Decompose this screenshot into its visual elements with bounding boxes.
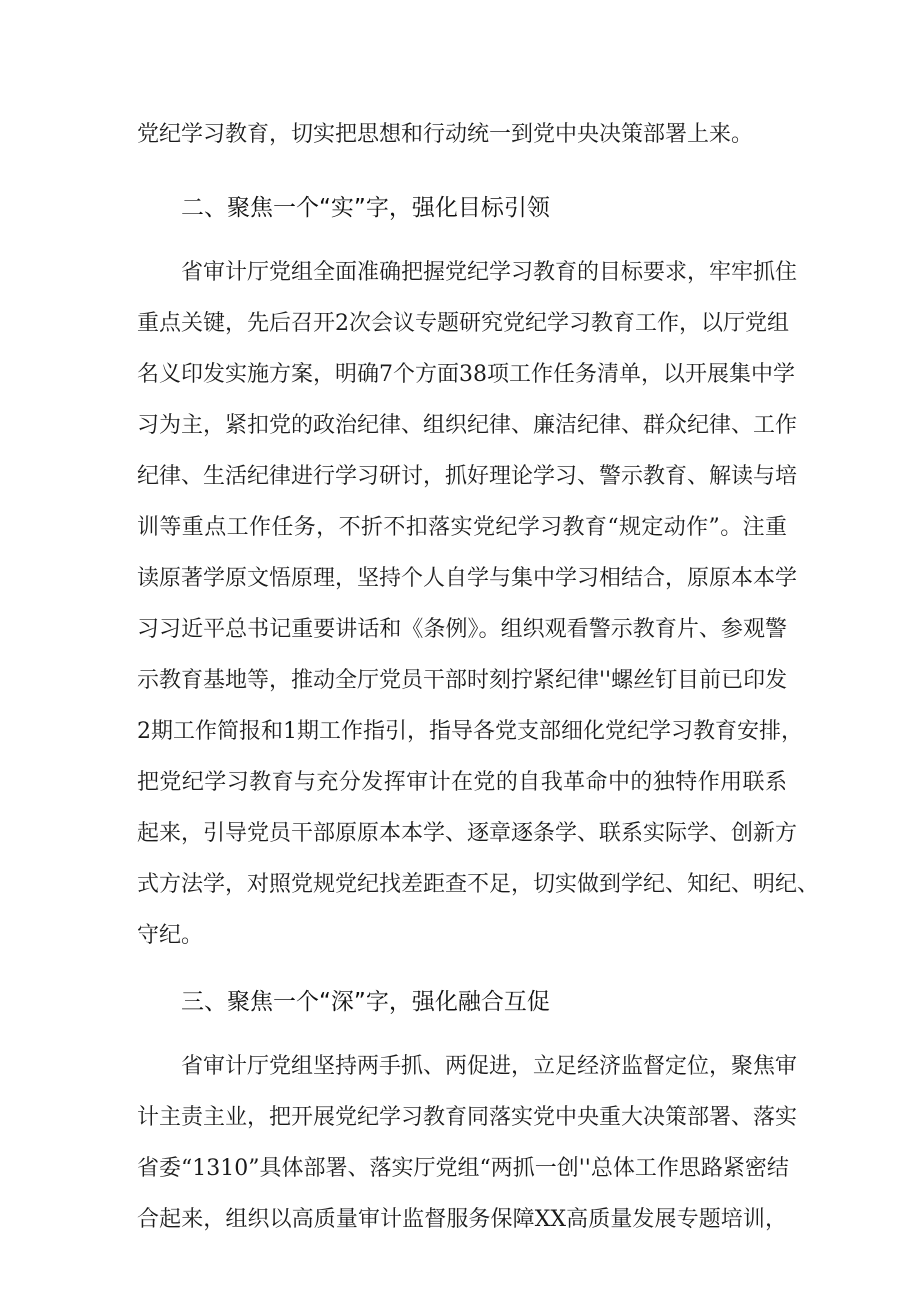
paragraph-line: 重点关键，先后召开2次会议专题研究党纪学习教育工作，以厅党组 <box>137 311 789 336</box>
paragraph-line: 省审计厅党组坚持两手抓、两促进，立足经济监督定位，聚焦审 <box>181 1054 798 1079</box>
section-heading-3: 三、聚焦一个“深”字，强化融合互促 <box>181 989 550 1015</box>
paragraph-line: 把党纪学习教育与充分发挥审计在党的自我革命中的独特作用联系 <box>137 770 787 795</box>
paragraph-line: 示教育基地等，推动全厅党员干部时刻拧紧纪律''螺丝钉目前已印发 <box>137 668 788 693</box>
paragraph-line: 省委“1310”具体部署、落实厅党组“两抓一创''总体工作思路紧密结 <box>137 1156 789 1181</box>
paragraph-line: 名义印发实施方案，明确7个方面38项工作任务清单，以开展集中学 <box>137 362 795 387</box>
paragraph-line: 省审计厅党组全面准确把握党纪学习教育的目标要求，牢牢抓住 <box>181 260 798 285</box>
paragraph-line: 2期工作简报和1期工作指引，指导各党支部细化党纪学习教育安排， <box>137 719 803 744</box>
paragraph-line: 合起来，组织以高质量审计监督服务保障XX高质量发展专题培训， <box>137 1207 787 1232</box>
paragraph-line: 习习近平总书记重要讲话和《条例》。组织观看警示教育片、参观警 <box>137 617 787 642</box>
paragraph-line: 纪律、生活纪律进行学习研讨，抓好理论学习、警示教育、解读与培 <box>137 464 798 489</box>
paragraph-line: 守纪。 <box>137 923 204 948</box>
section-heading-2: 二、聚焦一个“实”字，强化目标引领 <box>181 195 550 221</box>
paragraph-line: 式方法学，对照党规党纪找差距查不足，切实做到学纪、知纪、明纪、 <box>137 872 820 897</box>
paragraph-line: 党纪学习教育，切实把思想和行动统一到党中央决策部署上来。 <box>137 122 754 147</box>
paragraph-line: 习为主，紧扣党的政治纪律、组织纪律、廉洁纪律、群众纪律、工作 <box>137 413 798 438</box>
paragraph-line: 读原著学原文悟原理，坚持个人自学与集中学习相结合，原原本本学 <box>137 566 798 591</box>
paragraph-line: 计主责主业，把开展党纪学习教育同落实党中央重大决策部署、落实 <box>137 1105 798 1130</box>
paragraph-line: 起来，引导党员干部原原本本学、逐章逐条学、联系实际学、创新方 <box>137 821 798 846</box>
paragraph-line: 训等重点工作任务，不折不扣落实党纪学习教育“规定动作”。注重 <box>137 515 787 540</box>
